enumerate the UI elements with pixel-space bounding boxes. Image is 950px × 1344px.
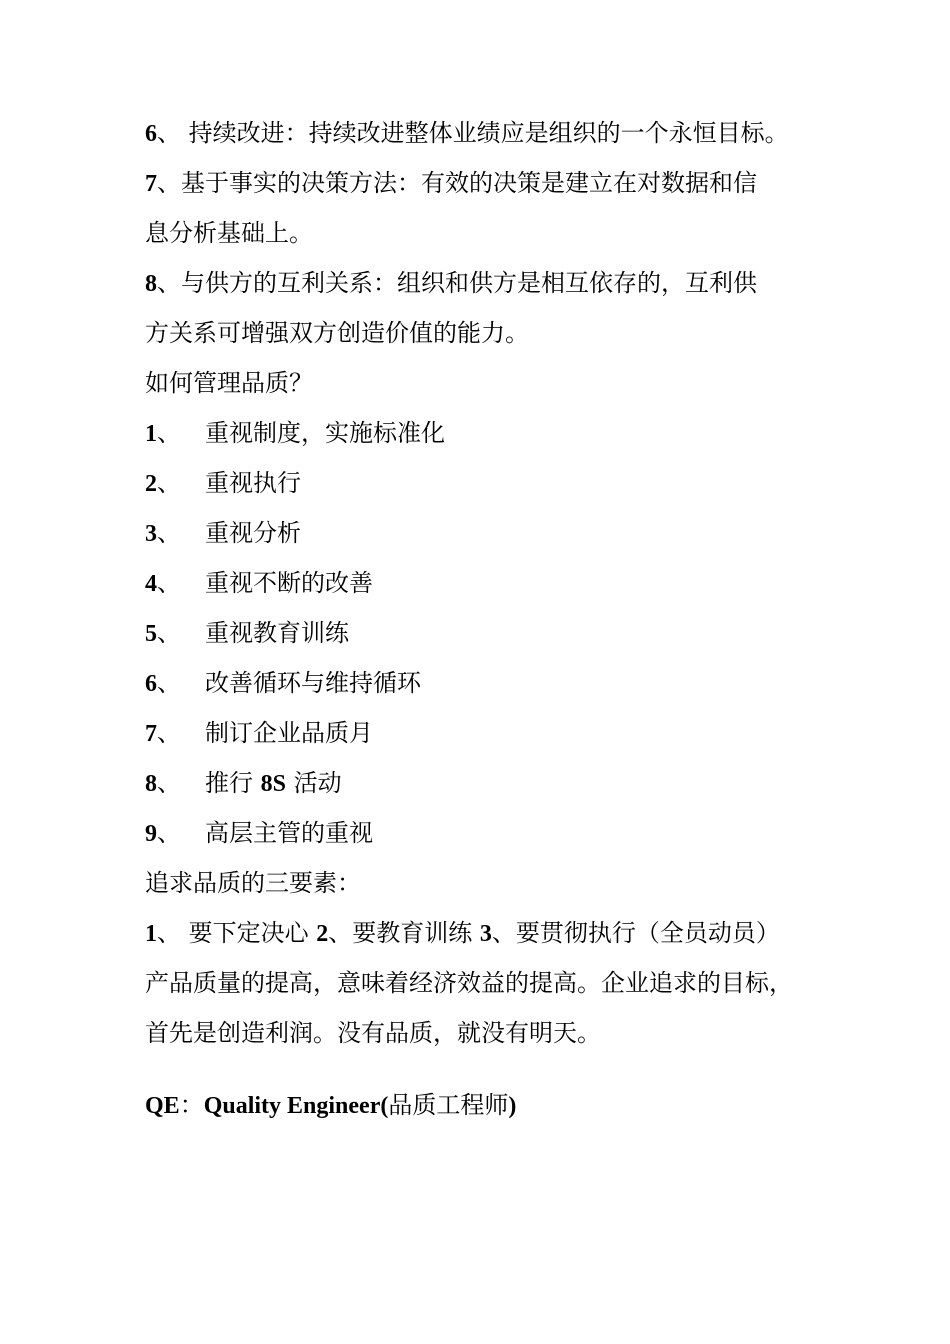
qe-colon: ： — [179, 1091, 204, 1119]
manage-item-7-sep: 、 — [157, 719, 181, 747]
manage-item-7-text: 制订企业品质月 — [205, 719, 373, 747]
manage-item-3-sep: 、 — [157, 519, 181, 547]
manage-item-1-text: 重视制度，实施标准化 — [205, 419, 445, 447]
principle-6-text: 、 持续改进：持续改进整体业绩应是组织的一个永恒目标。 — [157, 119, 789, 147]
manage-item-3 — [145, 508, 813, 558]
element-2-text: 、要教育训练 — [328, 919, 480, 947]
qe-name: Quality Engineer( — [203, 1093, 389, 1119]
qe-definition — [145, 1080, 813, 1130]
closing-line-2: 首先是创造利润。没有品质，就没有明天。 — [145, 1019, 601, 1047]
manage-item-9-text: 高层主管的重视 — [205, 819, 373, 847]
manage-item-8-number: 8 — [145, 771, 157, 797]
document-page — [145, 108, 813, 1130]
principle-7-continuation: 息分析基础上。 — [145, 219, 313, 247]
element-3-text: 、要贯彻执行（全员动员） — [491, 919, 780, 947]
manage-item-3-text: 重视分析 — [205, 519, 301, 547]
manage-item-5-text: 重视教育训练 — [205, 619, 349, 647]
manage-item-6 — [145, 658, 813, 708]
manage-item-1-sep: 、 — [157, 419, 181, 447]
manage-item-8 — [145, 758, 813, 808]
elements-heading: 追求品质的三要素： — [145, 869, 361, 897]
manage-item-5-sep: 、 — [157, 619, 181, 647]
principle-8-continuation: 方关系可增强双方创造价值的能力。 — [145, 319, 529, 347]
manage-item-5-number: 5 — [145, 621, 157, 647]
manage-item-4-text: 重视不断的改善 — [205, 569, 373, 597]
manage-item-6-sep: 、 — [157, 669, 181, 697]
manage-item-8-text-before: 推行 — [205, 769, 261, 797]
element-1-text: 、 要下定决心 — [157, 919, 317, 947]
manage-item-2-text: 重视执行 — [205, 469, 301, 497]
manage-item-4 — [145, 558, 813, 608]
manage-item-3-number: 3 — [145, 521, 157, 547]
principle-7-number: 7 — [145, 171, 157, 197]
manage-heading: 如何管理品质？ — [145, 369, 313, 397]
manage-item-6-number: 6 — [145, 671, 157, 697]
manage-item-4-number: 4 — [145, 571, 157, 597]
principle-7 — [145, 158, 813, 208]
manage-item-4-sep: 、 — [157, 569, 181, 597]
principle-8-text: 、与供方的互利关系：组织和供方是相互依存的，互利供 — [157, 269, 757, 297]
principle-6 — [145, 108, 813, 158]
principle-7-text: 、基于事实的决策方法：有效的决策是建立在对数据和信 — [157, 169, 757, 197]
manage-item-1 — [145, 408, 813, 458]
qe-close: ) — [508, 1093, 517, 1119]
manage-item-9-sep: 、 — [157, 819, 181, 847]
element-2-number: 2 — [316, 921, 329, 947]
manage-item-9-number: 9 — [145, 821, 157, 847]
qe-chinese: 品质工程师 — [388, 1091, 509, 1119]
manage-item-9 — [145, 808, 813, 858]
manage-item-6-text: 改善循环与维持循环 — [205, 669, 421, 697]
manage-item-2-number: 2 — [145, 471, 157, 497]
qe-abbr: QE — [145, 1093, 180, 1119]
closing-line-1: 产品质量的提高，意味着经济效益的提高。企业追求的目标， — [145, 969, 793, 997]
manage-item-8-text — [205, 769, 342, 797]
manage-item-1-number: 1 — [145, 421, 157, 447]
element-1-number: 1 — [145, 921, 157, 947]
principle-8 — [145, 258, 813, 308]
manage-item-8-text-bold: 8S — [260, 771, 286, 797]
elements-line — [145, 908, 813, 958]
manage-item-7 — [145, 708, 813, 758]
manage-item-2 — [145, 458, 813, 508]
manage-item-8-text-after: 活动 — [286, 769, 342, 797]
principle-8-number: 8 — [145, 271, 157, 297]
manage-item-5 — [145, 608, 813, 658]
manage-item-7-number: 7 — [145, 721, 157, 747]
manage-item-2-sep: 、 — [157, 469, 181, 497]
principle-6-number: 6 — [145, 121, 157, 147]
manage-item-8-sep: 、 — [157, 769, 181, 797]
element-3-number: 3 — [479, 921, 492, 947]
